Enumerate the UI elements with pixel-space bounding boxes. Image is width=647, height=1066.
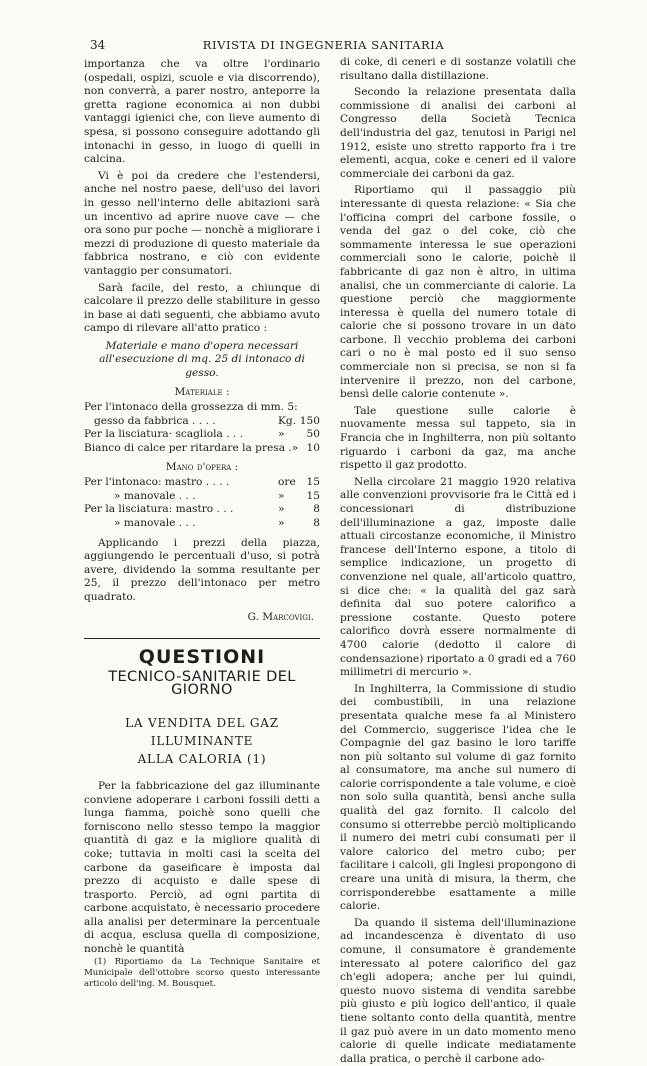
table-row: Bianco di calce per ritardare la presa . » 10 — [84, 442, 320, 455]
left-column — [84, 58, 320, 990]
article-title — [84, 714, 320, 768]
paragraph: Secondo la relazione presentata dalla commissione di analisi dei carboni al Congresso della Società Tecnica dell'industria del gaz, tenutosi in Parigi nel 1912, esiste uno stretto rapporto fra i tre elementi, acqua, coke e ceneri ed il valore commerciale dei carboni da gaz. — [340, 86, 576, 180]
paragraph: Nella circolare 21 maggio 1920 relativa alle convenzioni provvisorie fra le Città ed i concessionari di distribuzione dell'illuminazione a gaz, imposte dalle attuali circostanze economiche, il Ministro francese dell'Interno espone, a titolo di semplice indicazione, un progetto di convenzione nel quale, all'articolo quattro, si dice che: « la qualità del gaz sarà definita dal suo potere calorifico a pressione costante. Questo potere calorifico dovrà essere normalmente di 4700 calorie (dedotto il calore di condensazione) riportato a 0 gradi ed a 760 millimetri di mercurio ». — [340, 475, 576, 679]
paragraph: di coke, di ceneri e di sostanze volatili che risultano dalla distillazione. — [340, 56, 576, 82]
materiale-heading: Materiale : — [174, 385, 230, 398]
paragraph: Per la fabbricazione del gaz illuminante conviene adoperare i carboni fossili detti a lunga fiamma, poichè sono quelli che forniscono nello stesso tempo la maggior quantità di gaz e la migliore qualità di coke; tuttavia in molti casi la scelta del carbone da gaseificare è imposta dal prezzo di acquisto e dalle spese di trasporto. Perciò, ad ogni partita di carbone acquistato, è necessario procedere alla analisi per determinare la percentuale di acqua, esclusa quella di composizione, nonchè le quantità — [84, 779, 320, 956]
table-row: » manovale . . . » 8 — [114, 517, 320, 529]
section-subtitle: TECNICO-SANITARIE DEL GIORNO — [108, 668, 296, 699]
signature: G. Marcovigi. — [247, 610, 314, 623]
table-caption-line-2: all'esecuzione di mq. 25 di intonaco di gesso. — [99, 353, 305, 380]
paragraph: Tale questione sulle calorie è nuovamente messa sul tappeto, sia in Francia che in Inghilterra, non più soltanto riguardo i carboni da gaz, ma anche rispetto il gaz prodotto. — [340, 404, 576, 472]
section-title: QUESTIONI — [138, 646, 266, 669]
footnote: (1) Riportiamo da La Technique Sanitaire et Municipale dell'ottobre scorso questo interessante articolo dell'ing. M. Bousquet. — [84, 956, 320, 989]
table-row: » manovale . . . » 15 — [114, 489, 320, 502]
paragraph: importanza che va oltre l'ordinario (ospedali, ospizi, scuole e via discorrendo), non converrà, a parer nostro, anteporre la gretta ragione economica ai non dubbi vantaggi igienici che, con lieve aumento di spesa, si possono conseguire adottando gli intonachi in gesso, in luogo di quelli in calcina. — [84, 58, 320, 166]
article-title-line-1: LA VENDITA DEL GAZ ILLUMINANTE — [125, 715, 279, 748]
table-row: Per la lisciatura· scagliola . . . » 50 — [84, 428, 320, 441]
paragraph: Applicando i prezzi della piazza, aggiungendo le percentuali d'uso, si potrà avere, dividendo la somma resultante per 25, il prezzo dell'intonaco per metro quadrato. — [84, 536, 320, 603]
paragraph: Riportiamo qui il passaggio più interessante di questa relazione: « Sia che l'officina compri del carbone fossile, o venda del gaz o del coke, ciò che sommamente interessa le sue operazioni commerciali sono le calorie, poichè il fabbricante di gaz non è altro, in ultima analisi, che un commerciante di calorie. La questione perciò che maggiormente interessa è quella del numero totale di calorie che si possono trovare in un dato carbone. Il vecchio problema dei carboni cari o no è mal posto ed il suo senso commerciale non si precisa, se non si fa intervenire il prezzo, non del carbone, bensì delle calorie contenute ». — [340, 184, 576, 401]
materiale-intro: Per l'intonaco della grossezza di mm. 5: — [84, 401, 298, 414]
mano-opera-heading: Mano d'opera : — [165, 460, 239, 473]
paragraph: Vi è poi da credere che l'estendersi, anche nel nostro paese, dell'uso dei lavori in gesso nell'interno delle abitazioni sarà un incentivo ad aprire nuove cave — che ora sono pur poche — nonchè a migliorare i mezzi di produzione di questo materiale da fabbrica nostrano, e ciò con evidente vantaggio per consumatori. — [84, 169, 320, 277]
table-row: gesso da fabbrica . . . . Kg. 150 — [94, 414, 320, 427]
table-row: Per l'intonaco: mastro . . . . ore 15 — [84, 476, 320, 489]
paragraph: Sarà facile, del resto, a chiunque di calcolare il prezzo delle stabiliture in gesso in base ai dati seguenti, che abbiamo avuto campo di rilevare all'atto pratico : — [84, 281, 320, 335]
paragraph: Da quando il sistema dell'illuminazione ad incandescenza è diventato di uso comune, il consumatore è grandemente interessato al potere calorifico del gaz ch'egli adopera; anche per lui quindi, questo nuovo sistema di vendita sarebbe più giusto e più logico dell'antico, il quale tiene soltanto conto della quantità, mentre il gaz può avere in un dato momento meno calorie di quelle indicate mediatamente dalla pratica, o perchè il carbone ado- — [340, 916, 576, 1065]
running-title: RIVISTA DI INGEGNERIA SANITARIA — [202, 38, 445, 52]
paragraph: In Inghilterra, la Commissione di studio dei combustibili, in una relazione presentata qualche mese fa al Ministero del Commercio, suggerisce l'idea che le Compagnie del gaz basino le loro tariffe non più soltanto sul volume di gaz fornito al consumatore, ma anche sul numero di calorie corrispondente a tale volume, e cioè non solo sulla quantità, bensì anche sulla qualità del gaz fornito. Il calcolo del consumo si otterrebbe perciò moltiplicando il numero dei metri cubi consumati per il valore calorico del metro cubo; per facilitare i calcoli, gli Inglesi propongono di creare una unità di misura, la therm, che corrisponderebbe esattamente a mille calorie. — [340, 682, 576, 913]
section-divider — [84, 638, 320, 639]
page-number: 34 — [90, 38, 106, 52]
table-caption-line-1: Materiale e mano d'opera necessari — [105, 339, 299, 352]
table-row: Per la lisciatura: mastro . . . » 8 — [84, 503, 320, 516]
right-column — [340, 56, 576, 1066]
article-title-line-2: ALLA CALORIA (1) — [137, 751, 267, 766]
